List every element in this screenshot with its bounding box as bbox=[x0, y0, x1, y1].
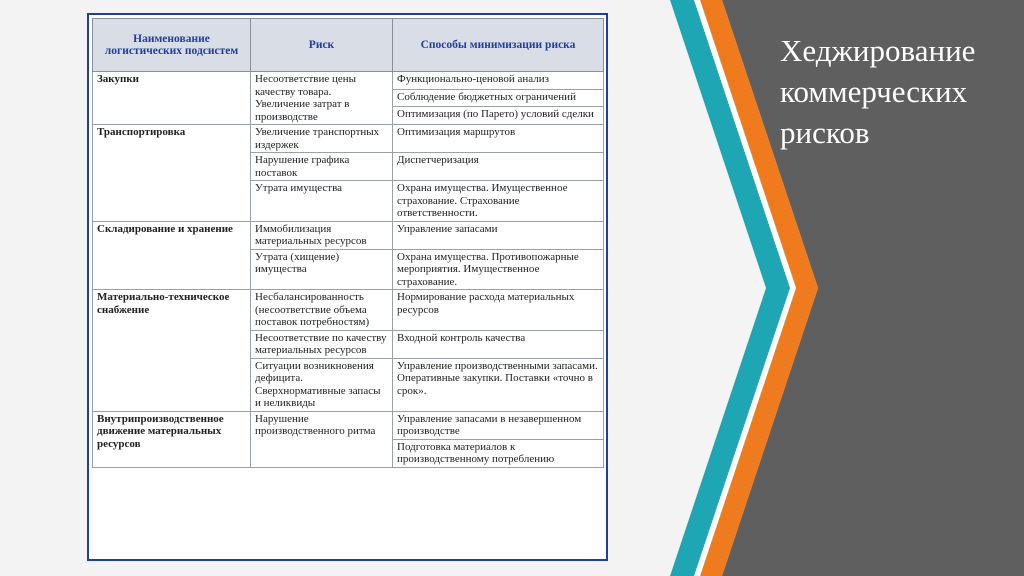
risk-cell: Нарушение графика поставок bbox=[251, 153, 393, 181]
table-header-row bbox=[93, 19, 604, 72]
title-line: коммерческих bbox=[780, 74, 968, 109]
title-line: рисков bbox=[780, 115, 870, 150]
method-cell: Охрана имущества. Противопожарные мероприятия. Имущественное страхование. bbox=[393, 249, 604, 290]
method-cell: Подготовка материалов к производственному потреблению bbox=[393, 439, 604, 467]
risk-cell: Увеличение транспортных издержек bbox=[251, 125, 393, 153]
risk-cell: Иммобилизация материальных ресурсов bbox=[251, 221, 393, 249]
method-cell: Управление запасами bbox=[393, 221, 604, 249]
method-cell: Соблюдение бюджетных ограничений bbox=[393, 89, 604, 107]
method-cell: Входной контроль качества bbox=[393, 330, 604, 358]
header-risk: Риск bbox=[251, 19, 393, 72]
risk-cell: Несоответствие по качеству материальных ресурсов bbox=[251, 330, 393, 358]
method-cell: Управление запасами в незавершенном производстве bbox=[393, 411, 604, 439]
method-cell: Функционально-ценовой анализ bbox=[393, 72, 604, 90]
risk-cell: Несбалансированность (несоответствие объема поставок потребностям) bbox=[251, 290, 393, 331]
risk-cell: Утрата (хищение) имущества bbox=[251, 249, 393, 290]
method-cell: Охрана имущества. Имущественное страхование. Страхование ответственности. bbox=[393, 181, 604, 222]
header-subsystem: Наименование логистических подсистем bbox=[93, 19, 251, 72]
risk-cell: Утрата имущества bbox=[251, 181, 393, 222]
method-cell: Оптимизация маршрутов bbox=[393, 125, 604, 153]
risk-cell: Нарушение производственного ритма bbox=[251, 411, 393, 467]
subsystem-cell: Транспортировка bbox=[93, 125, 251, 222]
method-cell: Оптимизация (по Парето) условий сделки bbox=[393, 107, 604, 125]
method-cell: Управление производственными запасами. Оперативные закупки. Поставки «точно в срок». bbox=[393, 358, 604, 411]
method-cell: Диспетчеризация bbox=[393, 153, 604, 181]
header-methods: Способы минимизации риска bbox=[393, 19, 604, 72]
risk-table bbox=[92, 18, 604, 468]
table-row bbox=[93, 125, 604, 153]
table-row bbox=[93, 290, 604, 331]
table-row bbox=[93, 411, 604, 439]
risk-cell: Ситуации возникновения дефицита. Сверхнормативные запасы и неликвиды bbox=[251, 358, 393, 411]
subsystem-cell: Материально-техническое снабжение bbox=[93, 290, 251, 412]
subsystem-cell: Складирование и хранение bbox=[93, 221, 251, 290]
table-row bbox=[93, 221, 604, 249]
title-line: Хеджирование bbox=[780, 33, 976, 68]
slide-title bbox=[780, 30, 1020, 153]
risk-cell: Несоответствие цены качеству товара. Увеличение затрат в производстве bbox=[251, 72, 393, 125]
table-row bbox=[93, 72, 604, 90]
method-cell: Нормирование расхода материальных ресурсов bbox=[393, 290, 604, 331]
risk-table-frame bbox=[87, 13, 608, 561]
subsystem-cell: Закупки bbox=[93, 72, 251, 125]
subsystem-cell: Внутрипроизводственное движение материальных ресурсов bbox=[93, 411, 251, 467]
